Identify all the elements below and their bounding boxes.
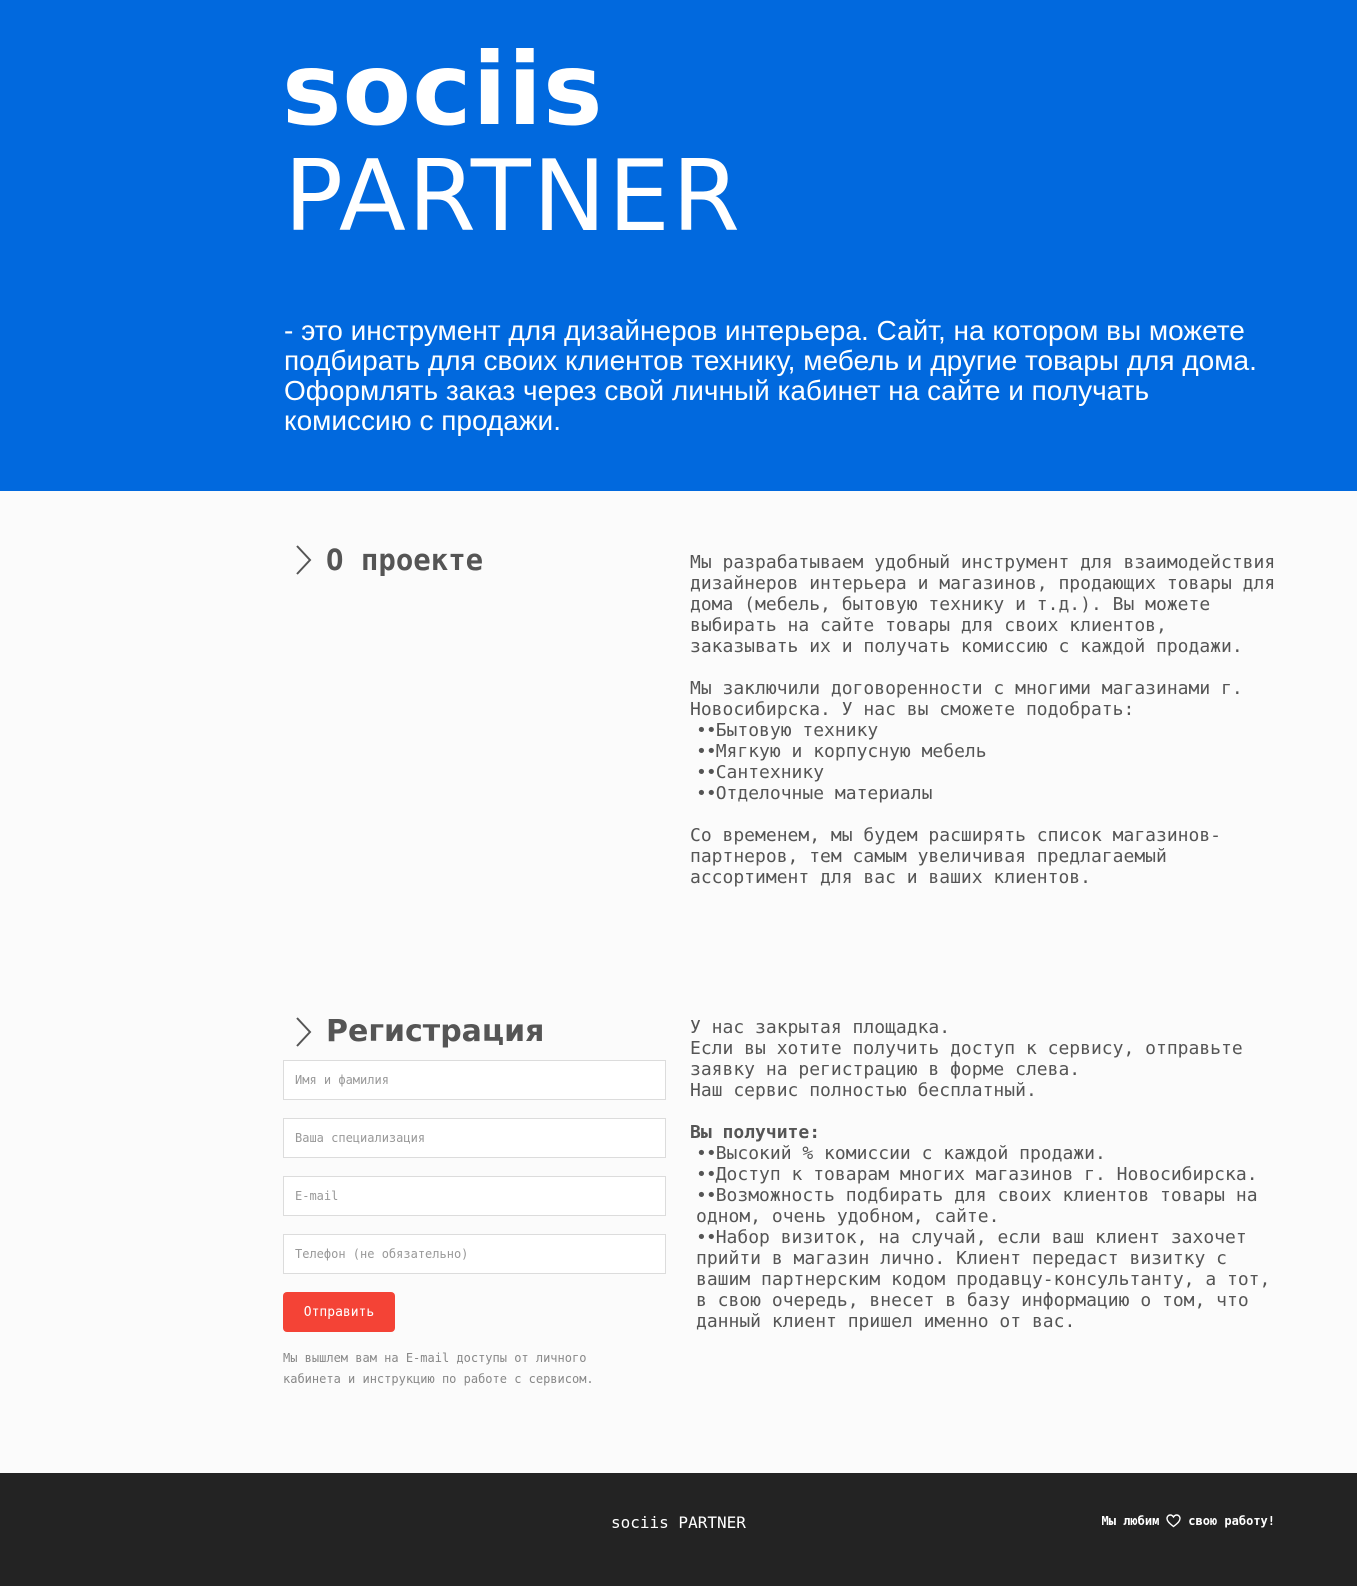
list-item: ••Набор визиток, на случай, если ваш клиент захочет прийти в магазин лично. Клиент передаст визитку с вашим партнерским кодом продавцу-консультанту, а тот, в свою очередь, внесет в базу информацию о том, что данный клиент пришел именно от вас. [696, 1227, 1271, 1332]
list-item: ••Отделочные материалы [696, 783, 933, 804]
benefits-title: Вы получите: [690, 1122, 821, 1143]
name-input[interactable] [283, 1060, 666, 1100]
about-title-text: О проекте [326, 543, 484, 577]
info-line: Наш сервис полностью бесплатный. [690, 1080, 1037, 1101]
list-item: ••Сантехнику [696, 762, 825, 783]
about-paragraph-3: Со временем, мы будем расширять список магазинов-партнеров, тем самым увеличивая предлагаемый ассортимент для вас и ваших клиентов. [690, 825, 1222, 888]
chevron-right-icon [294, 544, 314, 576]
logo-partner: PARTNER [284, 140, 743, 254]
email-input[interactable] [283, 1176, 666, 1216]
footer-love-before: Мы любим [1101, 1514, 1160, 1528]
registration-note: Мы вышлем вам на E-mail доступы от личного кабинета и инструкцию по работе с сервисом. [283, 1351, 594, 1386]
list-item: ••Возможность подбирать для своих клиентов товары на одном, очень удобном, сайте. [696, 1185, 1258, 1227]
registration-title-text: Регистрация [326, 1014, 545, 1049]
footer [0, 1473, 1357, 1586]
footer-logo: sociis PARTNER [611, 1513, 746, 1532]
submit-button[interactable]: Отправить [283, 1292, 395, 1332]
about-title [294, 543, 483, 577]
about-paragraph-2: Мы заключили договоренности с многими магазинами г. Новосибирска. У нас вы сможете подобрать: [690, 678, 1243, 720]
about-paragraph-1: Мы разрабатываем удобный инструмент для взаимодействия дизайнеров интерьера и магазинов, продающих товары для дома (мебель, бытовую технику и т.д.). Вы можете выбирать на сайте товары для своих клиентов, заказывать их и получать комиссию с каждой продажи. [690, 552, 1276, 657]
list-item: ••Доступ к товарам многих магазинов г. Новосибирска. [696, 1164, 1258, 1185]
heart-icon [1166, 1514, 1181, 1528]
specialization-input[interactable] [283, 1118, 666, 1158]
about-copy [690, 552, 1280, 888]
footer-love-after: свою работу! [1188, 1514, 1275, 1528]
registration-title [294, 1014, 544, 1049]
footer-love-note [1102, 1514, 1276, 1528]
info-line: Если вы хотите получить доступ к сервису, отправьте заявку на регистрацию в форме слева. [690, 1038, 1243, 1080]
chevron-right-icon [294, 1016, 314, 1048]
hero-banner [0, 0, 1357, 491]
list-item: ••Высокий % комиссии с каждой продажи. [696, 1143, 1106, 1164]
phone-input[interactable] [283, 1234, 666, 1274]
registration-copy [690, 1017, 1280, 1332]
list-item: ••Мягкую и корпусную мебель [696, 741, 987, 762]
info-line: У нас закрытая площадка. [690, 1017, 951, 1038]
hero-description: - это инструмент для дизайнеров интерьера. Сайт, на котором вы можете подбирать для своих клиентов технику, мебель и другие товары для дома. Оформлять заказ через свой личный кабинет на сайте и получать комиссию с продажи. [284, 315, 1257, 436]
list-item: ••Бытовую технику [696, 720, 879, 741]
logo-sociis: sociis [282, 31, 604, 148]
